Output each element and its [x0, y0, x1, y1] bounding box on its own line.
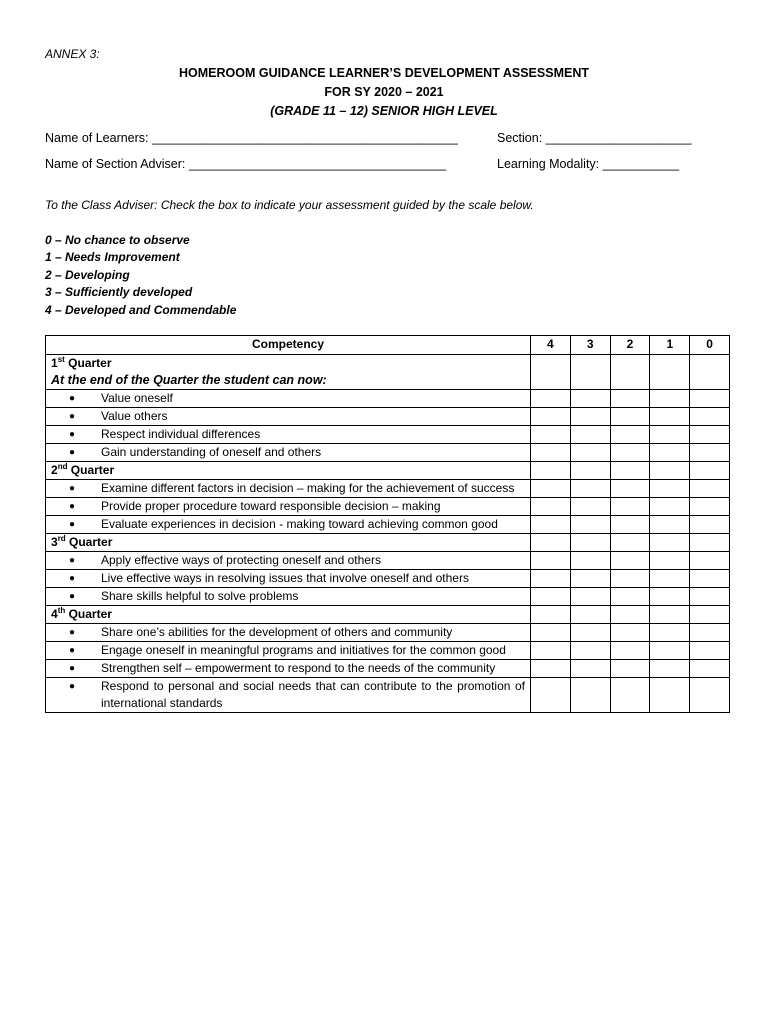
bullet-icon: ● — [69, 429, 76, 440]
score-checkbox-cell[interactable] — [531, 498, 571, 516]
quarter-label: Quarter — [65, 607, 112, 621]
quarter-number: 2 — [51, 463, 58, 477]
score-checkbox-cell[interactable] — [610, 444, 650, 462]
score-checkbox-cell[interactable] — [650, 480, 690, 498]
score-checkbox-cell[interactable] — [610, 624, 650, 642]
bullet-icon: ● — [69, 447, 76, 458]
score-checkbox-cell[interactable] — [610, 588, 650, 606]
score-checkbox-cell[interactable] — [690, 570, 730, 588]
competency-item — [51, 516, 525, 533]
table-row — [46, 660, 730, 678]
score-checkbox-cell[interactable] — [570, 516, 610, 534]
score-checkbox-cell[interactable] — [570, 408, 610, 426]
quarter-subheading: At the end of the Quarter the student can now: — [51, 373, 327, 387]
bullet-icon: ● — [69, 573, 76, 584]
competency-cell — [46, 552, 531, 570]
competency-item — [51, 552, 525, 569]
score-checkbox-cell[interactable] — [650, 444, 690, 462]
competency-cell — [46, 408, 531, 426]
competency-item — [51, 570, 525, 587]
score-checkbox-cell[interactable] — [531, 570, 571, 588]
rating-scale — [45, 232, 236, 319]
score-checkbox-cell[interactable] — [650, 678, 690, 713]
competency-text: Evaluate experiences in decision - making toward achieving common good — [101, 517, 498, 531]
table-row — [46, 408, 730, 426]
score-checkbox-cell[interactable] — [570, 444, 610, 462]
score-checkbox-cell[interactable] — [570, 480, 610, 498]
table-row — [46, 426, 730, 444]
score-checkbox-cell[interactable] — [610, 552, 650, 570]
annex-label: ANNEX 3: — [45, 47, 100, 61]
competency-text: Examine different factors in decision – making for the achievement of success — [101, 481, 515, 495]
score-checkbox-cell[interactable] — [570, 426, 610, 444]
scale-item: 1 – Needs Improvement — [45, 250, 180, 265]
table-row — [46, 552, 730, 570]
score-checkbox-cell[interactable] — [650, 624, 690, 642]
score-checkbox-cell[interactable] — [531, 355, 571, 390]
quarter-row — [46, 534, 730, 552]
section-field[interactable]: Section: _____________________ — [497, 131, 692, 145]
score-checkbox-cell[interactable] — [690, 642, 730, 660]
score-checkbox-cell[interactable] — [531, 552, 571, 570]
competency-text: Live effective ways in resolving issues that involve oneself and others — [101, 571, 469, 585]
score-checkbox-cell[interactable] — [650, 498, 690, 516]
competency-item — [51, 408, 525, 425]
competency-cell — [46, 426, 531, 444]
score-checkbox-cell[interactable] — [610, 570, 650, 588]
bullet-icon: ● — [69, 645, 76, 656]
score-header-2: 2 — [610, 336, 650, 355]
score-checkbox-cell[interactable] — [531, 660, 571, 678]
score-checkbox-cell[interactable] — [690, 498, 730, 516]
competency-item — [51, 480, 525, 497]
quarter-heading-cell — [46, 462, 531, 480]
scale-item: 3 – Sufficiently developed — [45, 285, 193, 300]
bullet-icon: ● — [69, 681, 76, 692]
grade-level: (GRADE 11 – 12) SENIOR HIGH LEVEL — [270, 104, 498, 118]
bullet-icon: ● — [69, 393, 76, 404]
score-checkbox-cell[interactable] — [570, 624, 610, 642]
score-header-3: 3 — [570, 336, 610, 355]
bullet-icon: ● — [69, 591, 76, 602]
competency-text: Engage oneself in meaningful programs and initiatives for the common good — [101, 643, 506, 657]
score-header-1: 1 — [650, 336, 690, 355]
table-row — [46, 480, 730, 498]
bullet-icon: ● — [69, 501, 76, 512]
section-adviser-field[interactable]: Name of Section Adviser: _____________________________________ — [45, 157, 447, 171]
adviser-instruction: To the Class Adviser: Check the box to indicate your assessment guided by the scale below. — [45, 198, 534, 212]
score-checkbox-cell[interactable] — [610, 678, 650, 713]
score-checkbox-cell[interactable] — [650, 570, 690, 588]
score-checkbox-cell[interactable] — [690, 660, 730, 678]
score-checkbox-cell[interactable] — [570, 390, 610, 408]
score-checkbox-cell[interactable] — [570, 462, 610, 480]
score-checkbox-cell[interactable] — [610, 534, 650, 552]
score-checkbox-cell[interactable] — [531, 588, 571, 606]
quarter-ordinal: st — [57, 355, 65, 364]
learning-modality-field[interactable]: Learning Modality: ___________ — [497, 157, 680, 171]
competency-item — [51, 678, 525, 712]
competency-item — [51, 588, 525, 605]
score-checkbox-cell[interactable] — [531, 408, 571, 426]
competency-cell — [46, 570, 531, 588]
competency-cell — [46, 390, 531, 408]
score-checkbox-cell[interactable] — [531, 426, 571, 444]
table-row — [46, 678, 730, 713]
competency-cell — [46, 498, 531, 516]
quarter-ordinal: rd — [57, 534, 66, 543]
competency-item — [51, 642, 525, 659]
scale-item: 0 – No chance to observe — [45, 233, 190, 247]
score-header-0: 0 — [690, 336, 730, 355]
competency-header: Competency — [46, 336, 531, 355]
bullet-icon: ● — [69, 519, 76, 530]
score-checkbox-cell[interactable] — [531, 462, 571, 480]
score-checkbox-cell[interactable] — [650, 606, 690, 624]
score-checkbox-cell[interactable] — [570, 534, 610, 552]
quarter-label: Quarter — [67, 463, 115, 477]
score-checkbox-cell[interactable] — [650, 516, 690, 534]
competency-item — [51, 390, 525, 407]
quarter-heading — [51, 462, 525, 479]
score-checkbox-cell[interactable] — [531, 444, 571, 462]
document-title: HOMEROOM GUIDANCE LEARNER’S DEVELOPMENT ASSESSMENT — [179, 66, 589, 80]
quarter-number: 1 — [51, 356, 58, 370]
competency-cell — [46, 516, 531, 534]
quarter-heading-cell — [46, 534, 531, 552]
score-checkbox-cell[interactable] — [610, 480, 650, 498]
bullet-icon: ● — [69, 483, 76, 494]
competency-cell — [46, 588, 531, 606]
quarter-heading-cell — [46, 606, 531, 624]
competency-text: Provide proper procedure toward responsible decision – making — [101, 499, 441, 513]
score-checkbox-cell[interactable] — [570, 570, 610, 588]
bullet-icon: ● — [69, 411, 76, 422]
score-checkbox-cell[interactable] — [531, 480, 571, 498]
school-year: FOR SY 2020 – 2021 — [324, 85, 444, 99]
competency-cell — [46, 678, 531, 713]
score-checkbox-cell[interactable] — [610, 642, 650, 660]
competency-text: Gain understanding of oneself and others — [101, 445, 322, 459]
quarter-number: 4 — [51, 607, 58, 621]
score-checkbox-cell[interactable] — [690, 444, 730, 462]
competency-text: Respond to personal and social needs that can contribute to the promotion of international standards — [101, 679, 525, 710]
score-checkbox-cell[interactable] — [570, 642, 610, 660]
score-checkbox-cell[interactable] — [650, 642, 690, 660]
score-checkbox-cell[interactable] — [650, 355, 690, 390]
score-checkbox-cell[interactable] — [610, 498, 650, 516]
score-checkbox-cell[interactable] — [690, 355, 730, 390]
competency-text: Respect individual differences — [101, 427, 261, 441]
score-checkbox-cell[interactable] — [650, 408, 690, 426]
score-checkbox-cell[interactable] — [690, 534, 730, 552]
learners-name-field[interactable]: Name of Learners: ____________________________________________ — [45, 131, 458, 145]
table-row — [46, 444, 730, 462]
score-checkbox-cell[interactable] — [531, 624, 571, 642]
competency-table — [45, 335, 730, 713]
competency-cell — [46, 624, 531, 642]
score-checkbox-cell[interactable] — [610, 462, 650, 480]
quarter-label: Quarter — [64, 356, 112, 370]
quarter-ordinal: nd — [57, 462, 68, 471]
table-row — [46, 624, 730, 642]
score-checkbox-cell[interactable] — [610, 355, 650, 390]
bullet-icon: ● — [69, 555, 76, 566]
competency-item — [51, 660, 525, 677]
competency-item — [51, 498, 525, 515]
table-row — [46, 498, 730, 516]
score-checkbox-cell[interactable] — [531, 642, 571, 660]
score-checkbox-cell[interactable] — [650, 660, 690, 678]
score-checkbox-cell[interactable] — [690, 462, 730, 480]
competency-item — [51, 444, 525, 461]
score-checkbox-cell[interactable] — [690, 678, 730, 713]
score-checkbox-cell[interactable] — [690, 390, 730, 408]
score-checkbox-cell[interactable] — [650, 552, 690, 570]
table-row — [46, 570, 730, 588]
competency-cell — [46, 642, 531, 660]
score-checkbox-cell[interactable] — [690, 624, 730, 642]
competency-cell — [46, 480, 531, 498]
score-checkbox-cell[interactable] — [690, 516, 730, 534]
score-checkbox-cell[interactable] — [690, 588, 730, 606]
score-checkbox-cell[interactable] — [690, 408, 730, 426]
score-checkbox-cell[interactable] — [610, 660, 650, 678]
score-checkbox-cell[interactable] — [531, 516, 571, 534]
score-checkbox-cell[interactable] — [650, 462, 690, 480]
score-checkbox-cell[interactable] — [690, 552, 730, 570]
quarter-heading — [51, 534, 525, 551]
quarter-row — [46, 462, 730, 480]
score-checkbox-cell[interactable] — [610, 390, 650, 408]
table-row — [46, 390, 730, 408]
score-checkbox-cell[interactable] — [650, 588, 690, 606]
score-checkbox-cell[interactable] — [531, 606, 571, 624]
quarter-row — [46, 355, 730, 390]
competency-text: Value others — [101, 409, 168, 423]
table-header-row — [46, 336, 730, 355]
score-checkbox-cell[interactable] — [690, 606, 730, 624]
score-checkbox-cell[interactable] — [650, 390, 690, 408]
scale-item: 2 – Developing — [45, 267, 130, 282]
scale-item: 4 – Developed and Commendable — [45, 302, 237, 317]
score-checkbox-cell[interactable] — [570, 498, 610, 516]
score-checkbox-cell[interactable] — [570, 678, 610, 713]
score-checkbox-cell[interactable] — [610, 408, 650, 426]
bullet-icon: ● — [69, 663, 76, 674]
competency-text: Share one’s abilities for the development of others and community — [101, 625, 453, 639]
quarter-heading — [51, 355, 525, 372]
competency-text: Share skills helpful to solve problems — [101, 589, 299, 603]
quarter-ordinal: th — [57, 606, 66, 615]
score-checkbox-cell[interactable] — [531, 534, 571, 552]
score-checkbox-cell[interactable] — [570, 552, 610, 570]
score-checkbox-cell[interactable] — [650, 426, 690, 444]
bullet-icon: ● — [69, 627, 76, 638]
quarter-heading-cell — [46, 355, 531, 390]
score-checkbox-cell[interactable] — [531, 390, 571, 408]
competency-item — [51, 426, 525, 443]
competency-cell — [46, 660, 531, 678]
score-checkbox-cell[interactable] — [610, 516, 650, 534]
table-row — [46, 588, 730, 606]
quarter-number: 3 — [51, 535, 58, 549]
score-checkbox-cell[interactable] — [690, 426, 730, 444]
score-checkbox-cell[interactable] — [570, 588, 610, 606]
table-row — [46, 642, 730, 660]
quarter-label: Quarter — [65, 535, 113, 549]
score-checkbox-cell[interactable] — [570, 355, 610, 390]
score-checkbox-cell[interactable] — [610, 606, 650, 624]
score-checkbox-cell[interactable] — [690, 480, 730, 498]
quarter-heading — [51, 606, 525, 623]
competency-text: Apply effective ways of protecting oneself and others — [101, 553, 381, 567]
score-checkbox-cell[interactable] — [650, 534, 690, 552]
score-checkbox-cell[interactable] — [531, 678, 571, 713]
competency-text: Strengthen self – empowerment to respond to the needs of the community — [101, 661, 496, 675]
score-checkbox-cell[interactable] — [570, 660, 610, 678]
competency-item — [51, 624, 525, 641]
competency-text: Value oneself — [101, 391, 173, 405]
score-checkbox-cell[interactable] — [570, 606, 610, 624]
competency-cell — [46, 444, 531, 462]
score-header-4: 4 — [531, 336, 571, 355]
score-checkbox-cell[interactable] — [610, 426, 650, 444]
table-row — [46, 516, 730, 534]
quarter-row — [46, 606, 730, 624]
